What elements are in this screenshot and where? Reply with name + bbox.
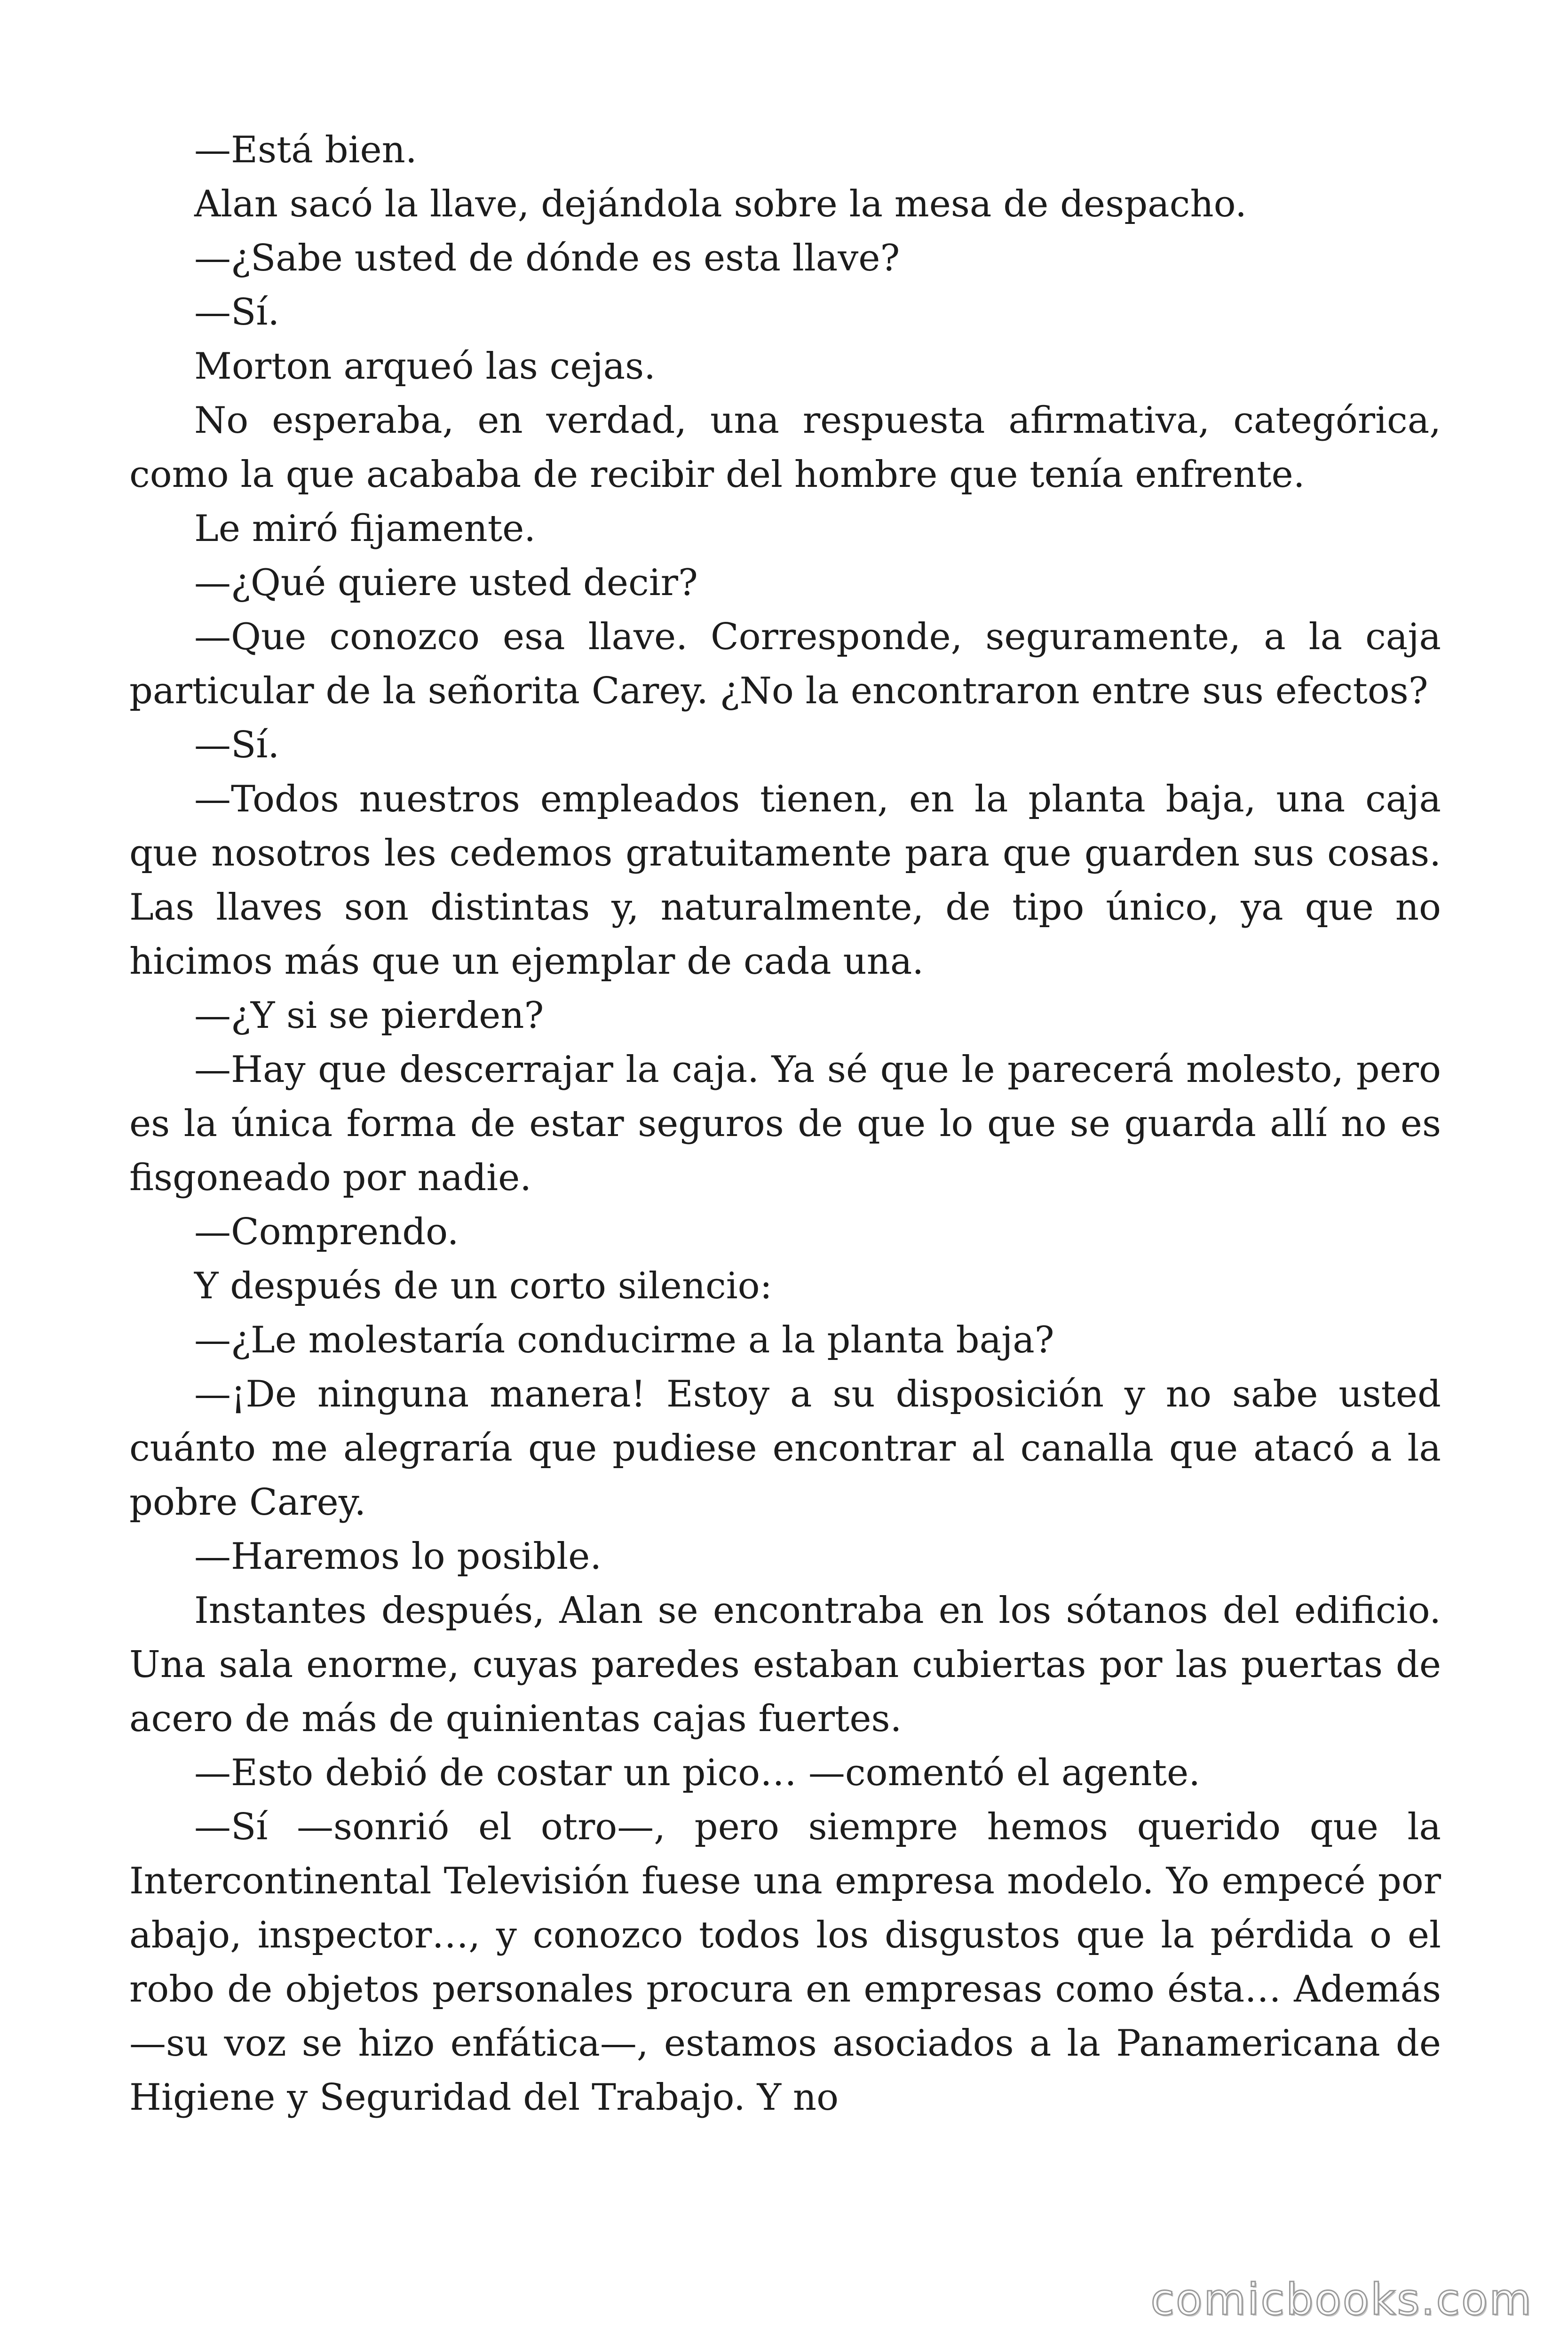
watermark: comicbooks.com xyxy=(1150,2274,1533,2325)
paragraph: —Comprendo. xyxy=(194,1211,459,1253)
paragraph: —¿Qué quiere usted decir? xyxy=(194,562,698,604)
paragraph: —Sí —sonrió el otro—, pero siempre hemos querido que la Intercontinental Televisión fuese una empresa modelo. Yo empecé por abajo, inspector…, y conozco todos los disgustos que la pérdida o el robo de objetos personales procura en empresas como ésta… Además —su voz se hizo enfática—, estamos asociados a la Panamericana de Higiene y Seguridad del Trabajo. Y no xyxy=(129,1806,1441,2119)
paragraph: Instantes después, Alan se encontraba en los sótanos del edificio. Una sala enorme, cuyas paredes estaban cubiertas por las puertas de acero de más de quinientas cajas fuertes. xyxy=(129,1589,1441,1740)
paragraph: Alan sacó la llave, dejándola sobre la mesa de despacho. xyxy=(194,183,1247,225)
paragraph: —Sí. xyxy=(194,291,280,334)
page-body xyxy=(129,123,1441,2125)
paragraph: —¡De ninguna manera! Estoy a su disposición y no sabe usted cuánto me alegraría que pudiese encontrar al canalla que atacó a la pobre Carey. xyxy=(129,1373,1441,1524)
paragraph: Le miró fijamente. xyxy=(194,508,536,550)
paragraph: Morton arqueó las cejas. xyxy=(194,345,656,388)
paragraph: Y después de un corto silencio: xyxy=(194,1265,772,1307)
paragraph: —¿Sabe usted de dónde es esta llave? xyxy=(194,237,900,279)
paragraph: No esperaba, en verdad, una respuesta afirmativa, categórica, como la que acababa de recibir del hombre que tenía enfrente. xyxy=(129,399,1441,496)
paragraph: —¿Le molestaría conducirme a la planta baja? xyxy=(194,1319,1054,1361)
paragraph: —Todos nuestros empleados tienen, en la planta baja, una caja que nosotros les cedemos gratuitamente para que guarden sus cosas. Las llaves son distintas y, naturalmente, de tipo único, ya que no hicimos más que un ejemplar de cada una. xyxy=(129,778,1441,983)
paragraph: —Sí. xyxy=(194,724,280,766)
paragraph: —Está bien. xyxy=(194,129,417,171)
paragraph: —¿Y si se pierden? xyxy=(194,994,544,1037)
paragraph: —Hay que descerrajar la caja. Ya sé que le parecerá molesto, pero es la única forma de estar seguros de que lo que se guarda allí no es fisgoneado por nadie. xyxy=(129,1049,1441,1199)
paragraph: —Haremos lo posible. xyxy=(194,1535,602,1578)
paragraph: —Que conozco esa llave. Corresponde, seguramente, a la caja particular de la señorita Carey. ¿No la encontraron entre sus efectos? xyxy=(129,616,1441,712)
paragraph: —Esto debió de costar un pico… —comentó el agente. xyxy=(194,1752,1200,1794)
